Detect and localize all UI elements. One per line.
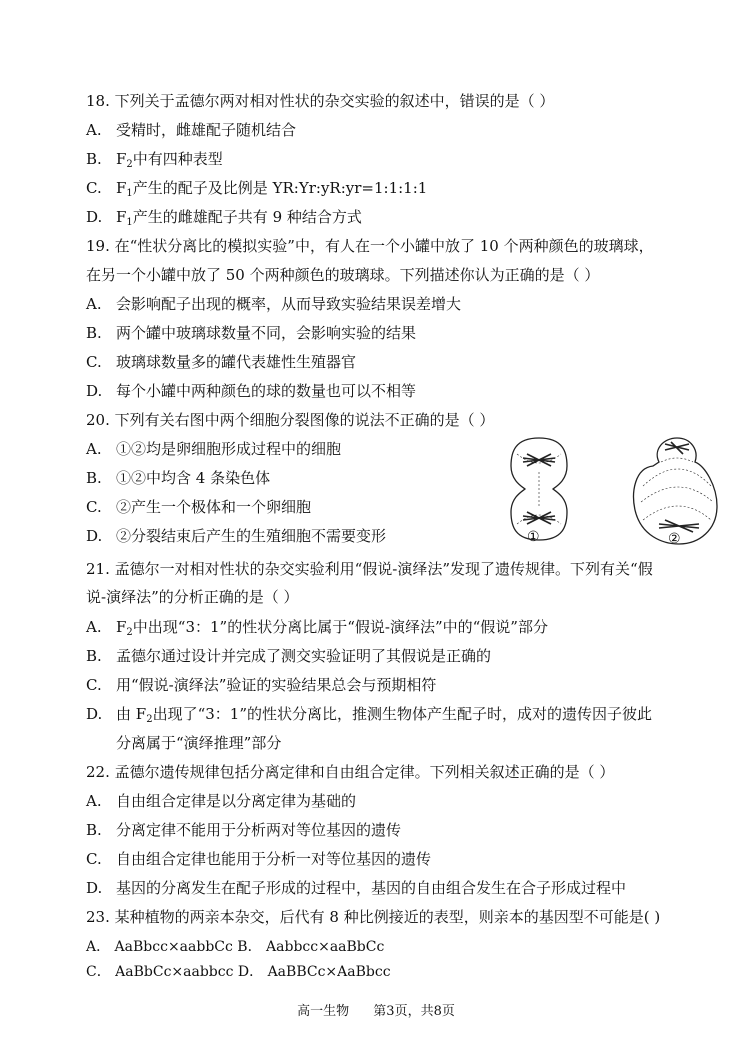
option-letter: C. (86, 179, 102, 197)
q21-stem-line1: 21. 孟德尔一对相对性状的杂交实验利用“假说-演绎法”发现了遗传规律。下列有关“假 (86, 560, 653, 578)
q21-option-b (86, 646, 491, 666)
subscript: 2 (126, 627, 133, 638)
option-text: ②产生一个极体和一个卵细胞 (116, 498, 312, 516)
option-letter: D. (86, 208, 103, 226)
option-text: 两个罐中玻璃球数量不同，会影响实验的结果 (116, 324, 417, 342)
option-text: ①②中均含 4 条染色体 (116, 469, 271, 487)
option-text-pre: F (116, 179, 127, 197)
subscript: 2 (146, 714, 153, 725)
option-text-post: 产生的雌雄配子共有 9 种结合方式 (132, 208, 362, 226)
q20-option-b (86, 468, 270, 488)
option-text: ①②均是卵细胞形成过程中的细胞 (116, 440, 342, 458)
q19-option-c (86, 352, 356, 372)
option-text-post: 中有四种表型 (132, 150, 223, 168)
option-letter: B. (86, 150, 102, 168)
q21-option-c (86, 675, 436, 695)
footer-subject: 高一生物 (297, 1004, 350, 1019)
option-letter: A. (86, 792, 102, 810)
subscript: 2 (126, 159, 133, 170)
option-text: 每个小罐中两种颜色的球的数量也可以不相等 (116, 382, 417, 400)
option-letter: D. (86, 527, 103, 545)
footer-page-number: 第3页，共8页 (373, 1004, 455, 1019)
q20-option-a (86, 439, 341, 459)
q21-option-a (86, 617, 548, 637)
option-letter: B. (86, 469, 102, 487)
option-text-post: 中出现“3：1”的性状分离比属于“假说-演绎法”中的“假说”部分 (132, 618, 548, 636)
subscript: 1 (126, 188, 133, 199)
q20-stem: 20. 下列有关右图中两个细胞分裂图像的说法不正确的是（ ） (86, 411, 495, 429)
option-letter: A. (86, 295, 102, 313)
q23-options-row1: A． AaBbcc×aabbCc B． Aabbcc×aaBbCc (86, 939, 385, 955)
option-text: 会影响配子出现的概率，从而导致实验结果误差增大 (116, 295, 462, 313)
option-text-post: 产生的配子及比例是 YR:Yr:yR:yr=1:1:1:1 (132, 179, 428, 197)
q22-option-c (86, 849, 431, 869)
option-text: 分离定律不能用于分析两对等位基因的遗传 (116, 821, 402, 839)
q21-option-d (86, 704, 652, 724)
option-letter: D. (86, 382, 103, 400)
option-letter: B. (86, 647, 102, 665)
page-footer (0, 1003, 752, 1021)
option-letter: C. (86, 498, 102, 516)
q18-option-a (86, 120, 296, 140)
option-letter: D. (86, 705, 103, 723)
option-letter: B. (86, 324, 102, 342)
option-text: 玻璃球数量多的罐代表雄性生殖器官 (116, 353, 357, 371)
figure-1-label: ① (527, 529, 540, 545)
option-text: 自由组合定律也能用于分析一对等位基因的遗传 (116, 850, 432, 868)
q19-stem-line2: 在另一个小罐中放了 50 个两种颜色的玻璃球。下列描述你认为正确的是（ ） (86, 266, 600, 284)
q19-option-d (86, 381, 416, 401)
q22-stem: 22. 孟德尔遗传规律包括分离定律和自由组合定律。下列相关叙述正确的是（ ） (86, 763, 615, 781)
q22-option-a (86, 791, 356, 811)
q19-option-b (86, 323, 416, 343)
option-text-pre: F (116, 208, 127, 226)
option-letter: C. (86, 850, 102, 868)
q21-stem-line2: 说-演绎法”的分析正确的是（ ） (86, 588, 299, 606)
q23-stem: 23. 某种植物的两亲本杂交，后代有 8 种比例接近的表型，则亲本的基因型不可能是( ) (86, 908, 661, 926)
q18-option-c (86, 178, 427, 198)
option-text: ②分裂结束后产生的生殖细胞不需要变形 (116, 527, 387, 545)
figure-2-label: ② (668, 531, 681, 547)
q19-option-a (86, 294, 461, 314)
option-letter: C. (86, 676, 102, 694)
cell-1-diagram (511, 438, 567, 540)
option-letter: C. (86, 353, 102, 371)
subscript: 1 (126, 217, 133, 228)
q20-option-c (86, 497, 311, 517)
option-letter: A. (86, 440, 102, 458)
option-letter: A. (86, 121, 102, 139)
option-text-post: 出现了“3：1”的性状分离比，推测生物体产生配子时，成对的遗传因子彼此 (152, 705, 652, 723)
option-text: 受精时，雌雄配子随机结合 (116, 121, 297, 139)
option-letter: A. (86, 618, 102, 636)
option-text: 孟德尔通过设计并完成了测交实验证明了其假说是正确的 (116, 647, 492, 665)
option-letter: D. (86, 879, 103, 897)
q21-option-d-line2: 分离属于“演绎推理”部分 (116, 734, 282, 752)
q22-option-b (86, 820, 401, 840)
q22-option-d (86, 878, 626, 898)
q23-options-row2: C． AaBbCc×aabbcc D． AaBBCc×AaBbcc (86, 964, 391, 980)
q20-option-d (86, 526, 386, 546)
q19-stem-line1: 19. 在“性状分离比的模拟实验”中，有人在一个小罐中放了 10 个两种颜色的玻璃球， (86, 237, 654, 255)
option-text-pre: F (116, 150, 127, 168)
option-text: 自由组合定律是以分离定律为基础的 (116, 792, 357, 810)
option-text: 基因的分离发生在配子形成的过程中，基因的自由组合发生在合子形成过程中 (116, 879, 627, 897)
option-text-pre: F (116, 618, 127, 636)
option-letter: B. (86, 821, 102, 839)
option-text: 用“假说-演绎法”验证的实验结果总会与预期相符 (116, 676, 437, 694)
q18-option-b (86, 149, 223, 169)
q18-option-d (86, 207, 362, 227)
q18-stem: 18. 下列关于孟德尔两对相对性状的杂交实验的叙述中，错误的是（ ） (86, 92, 555, 110)
option-text-pre: 由 F (116, 705, 147, 723)
